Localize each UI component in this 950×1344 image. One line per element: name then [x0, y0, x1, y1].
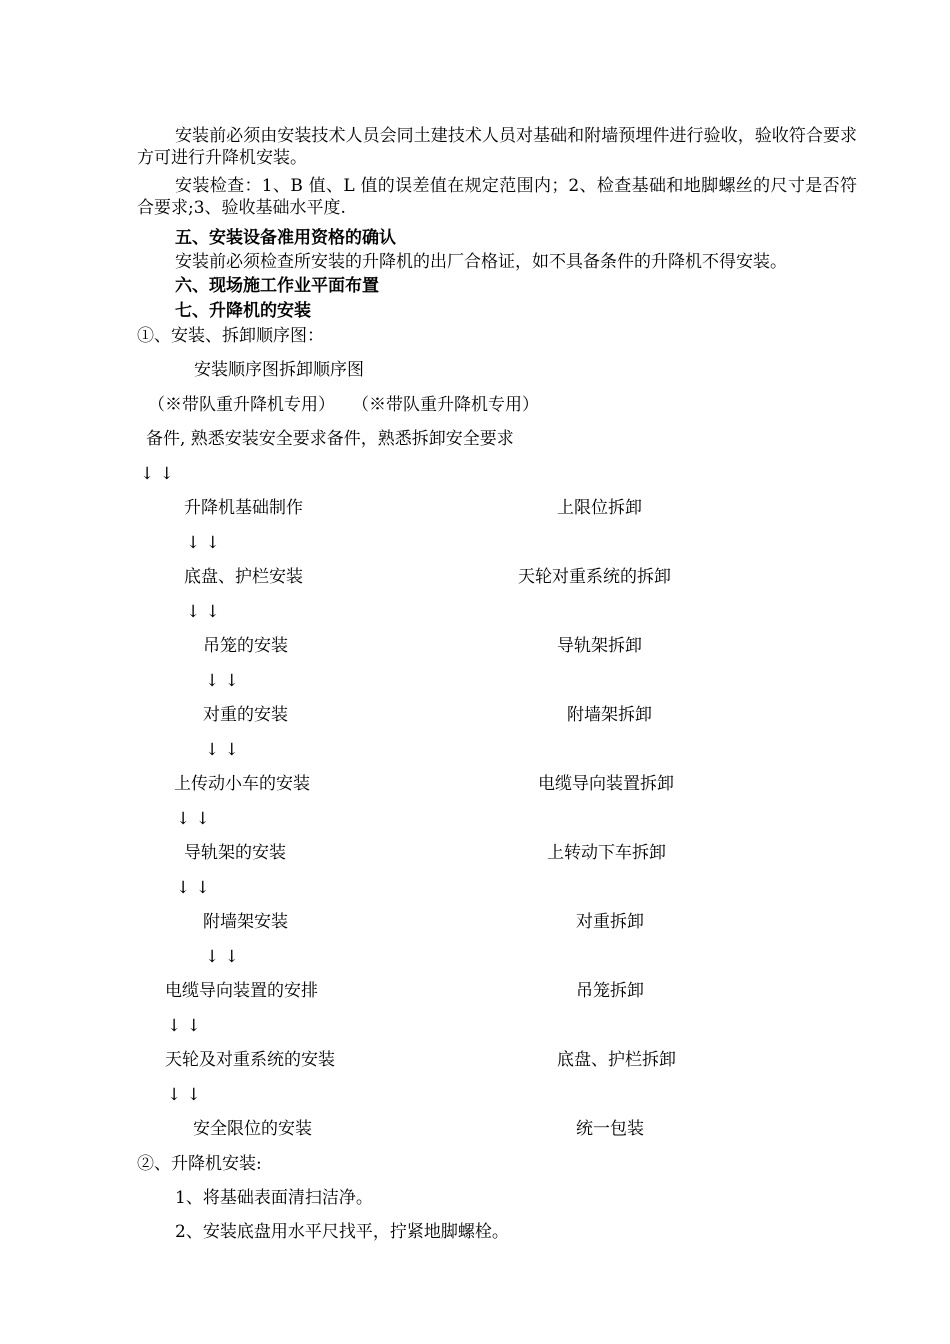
- flow-arrows: ↓ ↓: [186, 533, 220, 553]
- section-7-heading: 七、升降机的安装: [175, 301, 311, 321]
- intro-paragraph-1: 安装前必须由安装技术人员会同土建技术人员对基础和附墙预埋件进行验收，验收符合要求方可进行升降机安装。: [137, 126, 857, 168]
- install-step: 升降机基础制作: [184, 498, 303, 518]
- remove-step: 底盘、护栏拆卸: [557, 1050, 676, 1070]
- remove-step: 统一包装: [576, 1119, 644, 1139]
- remove-step: 附墙架拆卸: [567, 705, 652, 725]
- flow-arrows: ↓ ↓: [167, 1085, 201, 1105]
- sequence-chart-title: 安装顺序图拆卸顺序图: [194, 360, 364, 380]
- remove-step: 导轨架拆卸: [557, 636, 642, 656]
- flow-arrows: ↓ ↓: [176, 878, 210, 898]
- sequence-chart-note: （※带队重升降机专用） （※带队重升降机专用）: [148, 395, 539, 415]
- sequence-item-label: ①、安装、拆卸顺序图：: [137, 326, 324, 346]
- installation-step: 1、将基础表面清扫洁净。: [175, 1188, 373, 1208]
- flow-arrows: ↓ ↓: [167, 1016, 201, 1036]
- install-step: 导轨架的安装: [184, 843, 286, 863]
- remove-step: 天轮对重系统的拆卸: [518, 567, 671, 587]
- intro-paragraph-2: 安装检查：1、B 值、L 值的误差值在规定范围内；2、检查基础和地脚螺丝的尺寸是否符合要求;3、验收基础水平度.: [137, 176, 857, 218]
- section-5-heading: 五、安装设备准用资格的确认: [175, 228, 396, 248]
- install-step: 附墙架安装: [203, 912, 288, 932]
- sequence-prep-line: 备件, 熟悉安装安全要求备件，熟悉拆卸安全要求: [146, 429, 514, 449]
- remove-step: 上转动下车拆卸: [547, 843, 666, 863]
- remove-step: 吊笼拆卸: [576, 981, 644, 1001]
- install-step: 电缆导向装置的安排: [165, 981, 318, 1001]
- install-step: 吊笼的安装: [203, 636, 288, 656]
- flow-arrows: ↓ ↓: [205, 671, 239, 691]
- flow-arrows: ↓ ↓: [176, 809, 210, 829]
- installation-step: 2、安装底盘用水平尺找平，拧紧地脚螺栓。: [175, 1222, 509, 1242]
- remove-step: 电缆导向装置拆卸: [538, 774, 674, 794]
- flow-arrows: ↓ ↓: [205, 947, 239, 967]
- install-step: 底盘、护栏安装: [184, 567, 303, 587]
- section-6-heading: 六、现场施工作业平面布置: [175, 276, 379, 296]
- remove-step: 对重拆卸: [576, 912, 644, 932]
- installation-heading: ②、升降机安装:: [137, 1154, 262, 1174]
- install-step: 天轮及对重系统的安装: [165, 1050, 335, 1070]
- flow-arrows: ↓ ↓: [186, 602, 220, 622]
- flow-arrows: ↓ ↓: [140, 464, 174, 484]
- remove-step: 上限位拆卸: [557, 498, 642, 518]
- section-5-text: 安装前必须检查所安装的升降机的出厂合格证，如不具备条件的升降机不得安装。: [175, 252, 787, 272]
- flow-arrows: ↓ ↓: [205, 740, 239, 760]
- install-step: 安全限位的安装: [193, 1119, 312, 1139]
- install-step: 对重的安装: [203, 705, 288, 725]
- install-step: 上传动小车的安装: [174, 774, 310, 794]
